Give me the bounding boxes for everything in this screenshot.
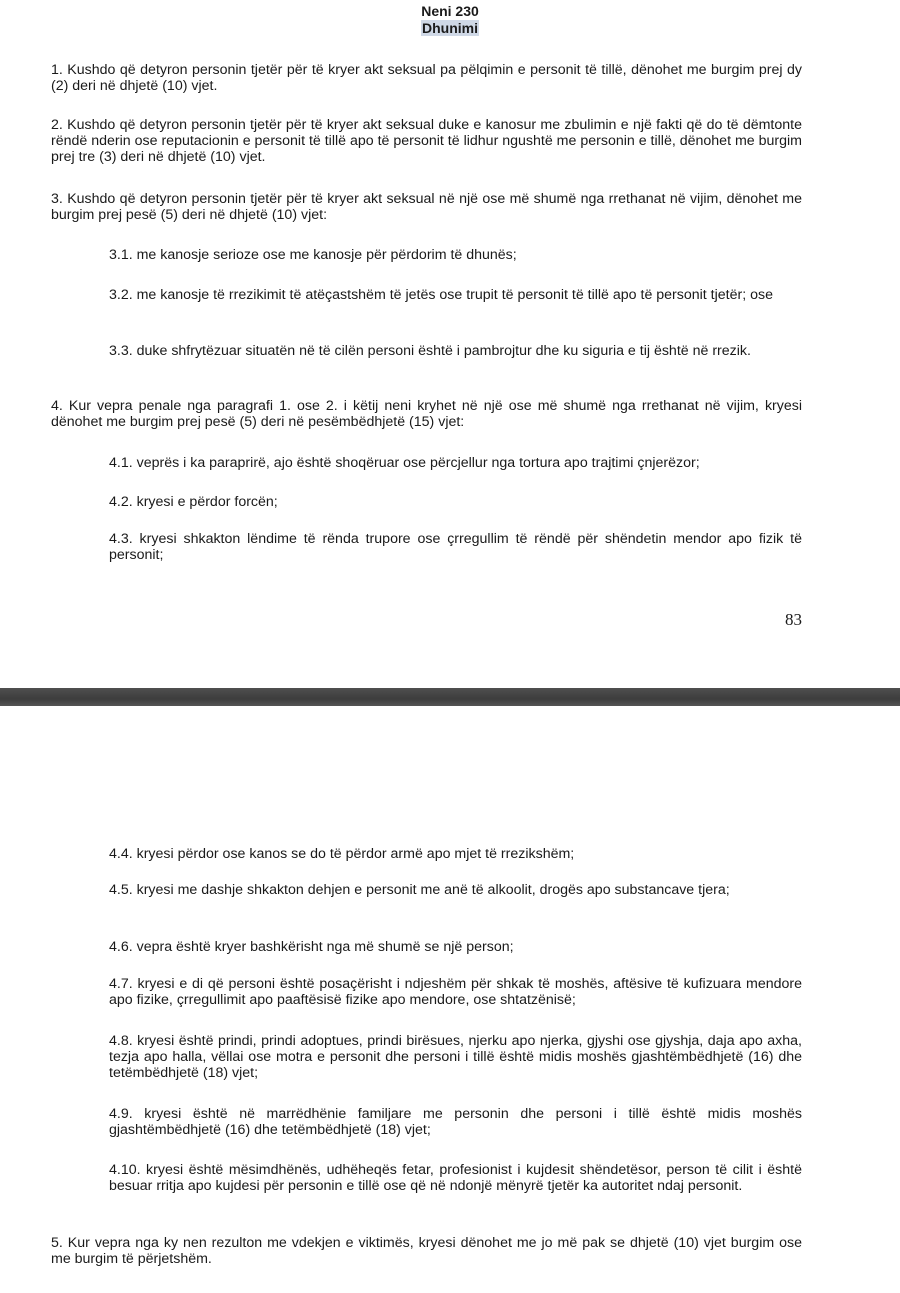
- paragraph-3: 3. Kushdo që detyron personin tjetër për të kryer akt seksual në një ose më shumë nga rrethanat në vijim, dënohet me burgim prej pesë (5) deri në dhjetë (10) vjet:: [51, 191, 802, 223]
- paragraph-4-1: 4.1. veprës i ka paraprirë, ajo është shoqëruar ose përcjellur nga tortura apo trajtimi çnjerëzor;: [109, 455, 700, 471]
- page-divider: [0, 688, 900, 706]
- document-page-2: [0, 706, 900, 1293]
- paragraph-4-6: 4.6. vepra është kryer bashkërisht nga më shumë se një person;: [109, 939, 514, 955]
- paragraph-4-2: 4.2. kryesi e përdor forcën;: [109, 494, 278, 510]
- page-number: 83: [785, 610, 802, 629]
- article-title-wrap: [0, 20, 900, 36]
- article-number: Neni 230: [421, 3, 479, 19]
- paragraph-4-9: 4.9. kryesi është në marrëdhënie familjare me personin dhe personi i tillë është midis moshës gjashtëmbëdhjetë (16) dhe tetëmbëdhjetë (18) vjet;: [109, 1106, 802, 1138]
- paragraph-4-7: 4.7. kryesi e di që personi është posaçërisht i ndjeshëm për shkak të moshës, aftësive të kufizuara mendore apo fizike, çrregullimit apo paaftësisë fizike apo mendore, ose shtatzënisë;: [109, 976, 802, 1008]
- paragraph-4-8: 4.8. kryesi është prindi, prindi adoptues, prindi birësues, njerku apo njerka, gjyshi ose gjyshja, daja apo axha, tezja apo halla, vëllai ose motra e personit dhe personi i tillë është midis moshës gjashtëmbëdhjetë (16) dhe tetëmbëdhjetë (18) vjet;: [109, 1033, 802, 1081]
- paragraph-3-1: 3.1. me kanosje serioze ose me kanosje për përdorim të dhunës;: [109, 247, 517, 263]
- article-title: Dhunimi: [422, 20, 478, 36]
- paragraph-3-2: 3.2. me kanosje të rrezikimit të atëçastshëm të jetës ose trupit të personit të tillë apo të personit tjetër; ose: [109, 287, 773, 303]
- paragraph-4-4: 4.4. kryesi përdor ose kanos se do të përdor armë apo mjet të rrezikshëm;: [109, 846, 575, 862]
- paragraph-4: 4. Kur vepra penale nga paragrafi 1. ose 2. i këtij neni kryhet në një ose më shumë nga rrethanat në vijim, kryesi dënohet me burgim prej pesë (5) deri në pesëmbëdhjetë (15) vjet:: [51, 398, 802, 430]
- paragraph-4-10: 4.10. kryesi është mësimdhënës, udhëheqës fetar, profesionist i kujdesit shëndetësor, person të cilit i është besuar rritja apo kujdesi për personin e tillë ose që në ndonjë mënyrë tjetër ka autoritet ndaj personit.: [109, 1162, 802, 1194]
- paragraph-1: 1. Kushdo që detyron personin tjetër për të kryer akt seksual pa pëlqimin e personit të tillë, dënohet me burgim prej dy (2) deri në dhjetë (10) vjet.: [51, 62, 802, 94]
- paragraph-5: 5. Kur vepra nga ky nen rezulton me vdekjen e viktimës, kryesi dënohet me jo më pak se dhjetë (10) vjet burgim ose me burgim të përjetshëm.: [51, 1235, 802, 1267]
- paragraph-4-3: 4.3. kryesi shkakton lëndime të rënda trupore ose çrregullim të rëndë për shëndetin mendor apo fizik të personit;: [109, 531, 802, 563]
- paragraph-2: 2. Kushdo që detyron personin tjetër për të kryer akt seksual duke e kanosur me zbulimin e një fakti që do të dëmtonte rëndë nderin ose reputacionin e personit të tillë apo të personit të lidhur ngushtë me personin e tillë, dënohet me burgim prej tre (3) deri në dhjetë (10) vjet.: [51, 117, 802, 165]
- paragraph-3-3: 3.3. duke shfrytëzuar situatën në të cilën personi është i pambrojtur dhe ku siguria e tij është në rrezik.: [109, 343, 751, 359]
- paragraph-4-5: 4.5. kryesi me dashje shkakton dehjen e personit me anë të alkoolit, drogës apo substancave tjera;: [109, 882, 730, 898]
